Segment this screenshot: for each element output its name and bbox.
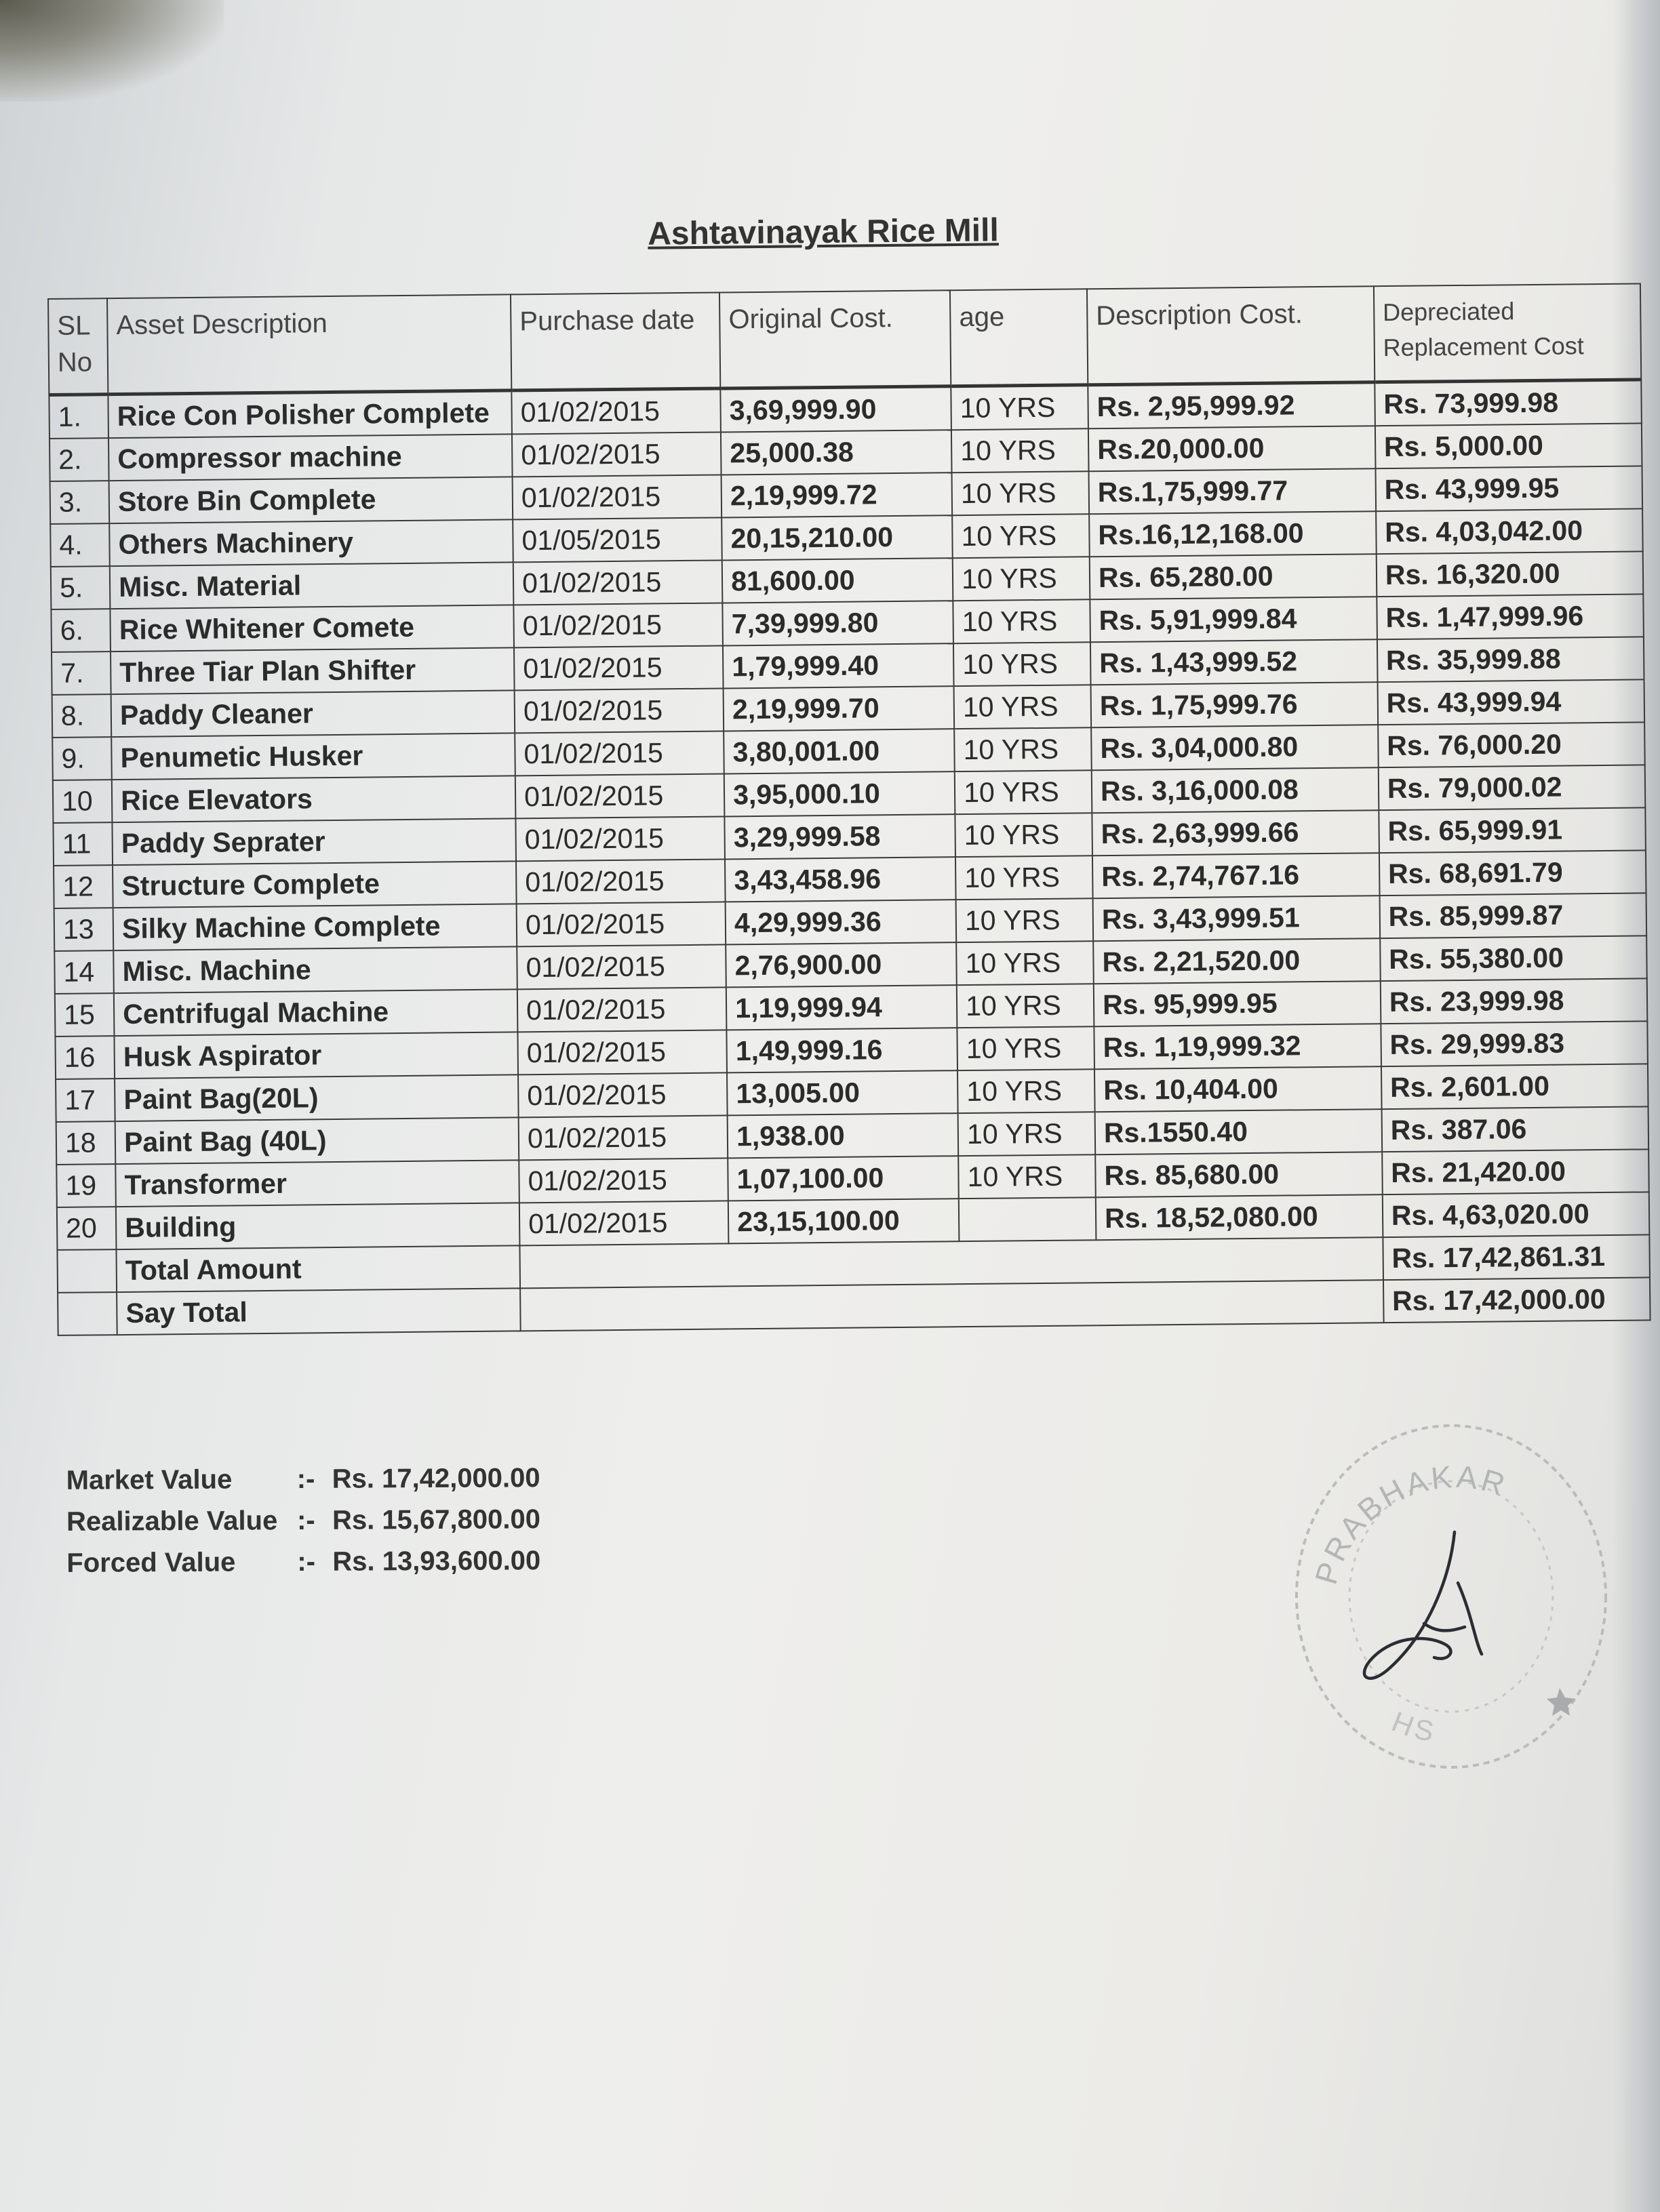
- row-asset-description: Husk Aspirator: [115, 1032, 519, 1079]
- row-age: 10 YRS: [956, 898, 1093, 942]
- row-description-cost: Rs.1,75,999.77: [1089, 468, 1376, 514]
- row-asset-description: Paint Bag (40L): [115, 1117, 519, 1164]
- row-depreciated-cost: Rs. 43,999.95: [1375, 466, 1642, 511]
- row-original-cost: 1,938.00: [728, 1113, 959, 1158]
- row-description-cost: Rs.1550.40: [1095, 1109, 1382, 1154]
- row-age: [959, 1197, 1096, 1241]
- row-description-cost: Rs. 1,19,999.32: [1094, 1024, 1381, 1069]
- row-original-cost: 3,80,001.00: [724, 729, 955, 773]
- header-age: age: [950, 289, 1088, 386]
- row-purchase-date: 01/02/2015: [517, 902, 726, 946]
- say-total-label: Say Total: [117, 1288, 521, 1335]
- header-depreciated-cost: Depreciated Replacement Cost: [1374, 283, 1642, 382]
- row-sl: 1.: [49, 395, 108, 439]
- row-description-cost: Rs. 2,95,999.92: [1088, 382, 1375, 429]
- row-original-cost: 1,49,999.16: [727, 1028, 958, 1072]
- row-age: 10 YRS: [955, 813, 1092, 857]
- row-sl: 18: [56, 1121, 116, 1165]
- row-sl: 9.: [52, 737, 112, 780]
- row-sl: 16: [55, 1036, 115, 1079]
- market-value-row: Market Value :- Rs. 17,42,000.00: [66, 1457, 540, 1502]
- row-asset-description: Rice Whitener Comete: [111, 605, 515, 651]
- row-age: 10 YRS: [953, 642, 1090, 686]
- row-description-cost: Rs. 2,74,767.16: [1092, 853, 1379, 898]
- row-asset-description: Building: [116, 1203, 520, 1249]
- row-description-cost: Rs. 95,999.95: [1094, 981, 1381, 1026]
- row-purchase-date: 01/02/2015: [517, 944, 726, 989]
- total-value: Rs. 17,42,861.31: [1383, 1234, 1650, 1280]
- row-purchase-date: 01/02/2015: [515, 816, 725, 861]
- row-purchase-date: 01/02/2015: [519, 1115, 728, 1160]
- row-description-cost: Rs. 3,43,999.51: [1093, 896, 1380, 941]
- row-purchase-date: 01/02/2015: [515, 688, 724, 733]
- row-depreciated-cost: Rs. 79,000.02: [1379, 765, 1646, 810]
- row-sl: 4.: [50, 523, 110, 567]
- row-age: 10 YRS: [954, 727, 1091, 771]
- row-original-cost: 20,15,210.00: [722, 515, 953, 560]
- row-original-cost: 1,79,999.40: [723, 643, 954, 688]
- row-asset-description: Paddy Cleaner: [111, 690, 515, 737]
- stamp-text-bottom: HS: [1387, 1705, 1440, 1748]
- row-original-cost: 25,000.38: [721, 430, 952, 475]
- row-description-cost: Rs. 10,404.00: [1094, 1066, 1381, 1112]
- row-purchase-date: 01/02/2015: [519, 1158, 728, 1203]
- row-depreciated-cost: Rs. 73,999.98: [1375, 380, 1642, 426]
- row-depreciated-cost: Rs. 21,420.00: [1382, 1149, 1649, 1194]
- row-asset-description: Paddy Seprater: [113, 818, 517, 865]
- row-sl: 12: [54, 865, 113, 908]
- forced-value-label: Forced Value: [66, 1547, 236, 1578]
- total-label: Total Amount: [117, 1245, 521, 1292]
- row-depreciated-cost: Rs. 2,601.00: [1381, 1064, 1648, 1109]
- row-depreciated-cost: Rs. 29,999.83: [1381, 1021, 1648, 1066]
- row-asset-description: Penumetic Husker: [111, 733, 515, 780]
- row-age: 10 YRS: [952, 514, 1089, 558]
- realizable-value: Rs. 15,67,800.00: [332, 1504, 541, 1535]
- row-original-cost: 3,43,458.96: [725, 857, 956, 902]
- row-purchase-date: 01/02/2015: [518, 1072, 728, 1117]
- row-original-cost: 1,07,100.00: [728, 1156, 959, 1201]
- row-age: 10 YRS: [956, 941, 1093, 985]
- row-sl: 15: [55, 993, 115, 1037]
- row-purchase-date: 01/02/2015: [514, 645, 724, 690]
- row-description-cost: Rs. 65,280.00: [1090, 554, 1377, 599]
- row-original-cost: 81,600.00: [722, 558, 953, 603]
- row-sl: 11: [53, 822, 113, 866]
- realizable-value-row: Realizable Value :- Rs. 15,67,800.00: [66, 1499, 540, 1543]
- row-purchase-date: 01/02/2015: [515, 731, 724, 776]
- row-age: 10 YRS: [951, 385, 1088, 430]
- row-description-cost: Rs.20,000.00: [1088, 426, 1375, 471]
- header-purchase-date: Purchase date: [511, 292, 720, 390]
- valuation-summary: [66, 1457, 541, 1584]
- row-original-cost: 4,29,999.36: [726, 900, 957, 944]
- signature-icon: [1364, 1532, 1482, 1678]
- row-original-cost: 2,19,999.70: [724, 686, 955, 731]
- say-total-value: Rs. 17,42,000.00: [1383, 1277, 1651, 1323]
- row-purchase-date: 01/02/2015: [517, 987, 727, 1032]
- market-value: Rs. 17,42,000.00: [332, 1463, 540, 1494]
- row-purchase-date: 01/02/2015: [515, 773, 725, 818]
- row-asset-description: Transformer: [115, 1160, 519, 1207]
- row-sl: 8.: [52, 694, 112, 738]
- row-depreciated-cost: Rs. 23,999.98: [1381, 978, 1648, 1024]
- market-value-label: Market Value: [66, 1464, 233, 1495]
- row-original-cost: 1,19,999.94: [726, 985, 957, 1030]
- row-asset-description: Paint Bag(20L): [115, 1074, 519, 1121]
- row-depreciated-cost: Rs. 4,63,020.00: [1383, 1192, 1650, 1237]
- row-sl: 14: [54, 950, 114, 994]
- row-asset-description: Misc. Material: [110, 562, 514, 609]
- row-age: 10 YRS: [954, 685, 1091, 729]
- row-depreciated-cost: Rs. 5,000.00: [1375, 423, 1642, 468]
- row-asset-description: Centrifugal Machine: [114, 989, 518, 1036]
- row-description-cost: Rs. 5,91,999.84: [1090, 597, 1377, 642]
- row-purchase-date: 01/02/2015: [513, 560, 723, 605]
- row-original-cost: 3,29,999.58: [725, 814, 956, 859]
- row-depreciated-cost: Rs. 68,691.79: [1379, 850, 1646, 896]
- row-purchase-date: 01/05/2015: [513, 517, 722, 562]
- row-sl: 19: [56, 1164, 116, 1207]
- table-header-row: [48, 283, 1641, 395]
- star-icon: [1547, 1688, 1575, 1716]
- row-purchase-date: 01/02/2015: [513, 475, 722, 519]
- row-age: 10 YRS: [957, 984, 1094, 1028]
- row-purchase-date: 01/02/2015: [513, 603, 723, 647]
- row-age: 10 YRS: [958, 1112, 1095, 1156]
- row-original-cost: 23,15,100.00: [728, 1199, 960, 1243]
- row-description-cost: Rs. 1,75,999.76: [1091, 682, 1378, 727]
- row-depreciated-cost: Rs. 85,999.87: [1379, 893, 1646, 938]
- row-age: 10 YRS: [958, 1154, 1095, 1199]
- page-shadow: [0, 0, 224, 102]
- row-description-cost: Rs. 18,52,080.00: [1096, 1194, 1383, 1240]
- row-sl: 20: [57, 1207, 117, 1250]
- header-asset-description: Asset Description: [107, 294, 511, 394]
- row-sl: 2.: [50, 438, 109, 481]
- row-depreciated-cost: Rs. 43,999.94: [1377, 679, 1644, 725]
- row-asset-description: Misc. Machine: [113, 946, 517, 993]
- row-sl: 5.: [51, 566, 111, 609]
- row-description-cost: Rs.16,12,168.00: [1089, 511, 1376, 557]
- row-purchase-date: 01/02/2015: [512, 432, 722, 477]
- row-age: 10 YRS: [955, 770, 1092, 814]
- forced-value: Rs. 13,93,600.00: [332, 1546, 541, 1577]
- row-asset-description: Rice Con Polisher Complete: [108, 390, 512, 438]
- row-asset-description: Structure Complete: [113, 861, 517, 908]
- row-original-cost: 13,005.00: [727, 1070, 958, 1115]
- document-title: Ashtavinayak Rice Mill: [647, 212, 1000, 252]
- realizable-value-label: Realizable Value: [66, 1506, 278, 1537]
- row-purchase-date: 01/02/2015: [511, 388, 721, 434]
- row-depreciated-cost: Rs. 4,03,042.00: [1376, 508, 1643, 554]
- row-original-cost: 2,76,900.00: [726, 942, 957, 987]
- row-sl: 3.: [50, 481, 110, 524]
- row-purchase-date: 01/02/2015: [519, 1201, 729, 1245]
- row-purchase-date: 01/02/2015: [516, 859, 726, 904]
- row-asset-description: Compressor machine: [108, 434, 513, 481]
- row-sl: 13: [54, 908, 114, 951]
- row-age: 10 YRS: [951, 428, 1088, 472]
- row-asset-description: Others Machinery: [109, 519, 513, 566]
- row-asset-description: Three Tiar Plan Shifter: [111, 647, 515, 694]
- row-original-cost: 2,19,999.72: [722, 472, 953, 517]
- seal-stamp: [1288, 1410, 1614, 1790]
- row-depreciated-cost: Rs. 1,47,999.96: [1377, 594, 1644, 639]
- row-original-cost: 3,69,999.90: [720, 386, 951, 433]
- row-depreciated-cost: Rs. 16,320.00: [1377, 551, 1644, 597]
- asset-table: [47, 283, 1651, 1335]
- row-age: 10 YRS: [955, 856, 1092, 900]
- forced-value-row: Forced Value :- Rs. 13,93,600.00: [66, 1540, 540, 1584]
- row-age: 10 YRS: [953, 599, 1090, 643]
- row-original-cost: 7,39,999.80: [723, 601, 954, 645]
- row-sl: 10: [53, 780, 113, 823]
- row-description-cost: Rs. 2,21,520.00: [1093, 938, 1380, 984]
- row-description-cost: Rs. 2,63,999.66: [1092, 810, 1379, 856]
- row-sl: 6.: [51, 609, 111, 652]
- row-description-cost: Rs. 85,680.00: [1095, 1152, 1382, 1197]
- row-description-cost: Rs. 3,04,000.80: [1091, 725, 1378, 770]
- row-depreciated-cost: Rs. 55,380.00: [1380, 936, 1647, 981]
- row-depreciated-cost: Rs. 76,000.20: [1378, 722, 1645, 767]
- row-description-cost: Rs. 3,16,000.08: [1092, 767, 1379, 813]
- row-depreciated-cost: Rs. 387.06: [1381, 1106, 1648, 1152]
- row-asset-description: Store Bin Complete: [109, 477, 513, 523]
- row-purchase-date: 01/02/2015: [517, 1030, 727, 1074]
- row-description-cost: Rs. 1,43,999.52: [1090, 639, 1377, 685]
- row-age: 10 YRS: [952, 471, 1089, 515]
- row-age: 10 YRS: [957, 1069, 1094, 1113]
- row-asset-description: Silky Machine Complete: [113, 904, 517, 950]
- row-depreciated-cost: Rs. 35,999.88: [1377, 637, 1644, 682]
- header-description-cost: Description Cost.: [1087, 286, 1375, 385]
- row-age: 10 YRS: [953, 557, 1090, 601]
- row-age: 10 YRS: [957, 1026, 1094, 1070]
- row-asset-description: Rice Elevators: [112, 776, 516, 822]
- header-original-cost: Original Cost.: [719, 290, 951, 388]
- header-sl: SL No: [48, 298, 108, 395]
- row-depreciated-cost: Rs. 65,999.91: [1379, 807, 1646, 853]
- row-original-cost: 3,95,000.10: [724, 771, 955, 816]
- row-sl: 7.: [52, 651, 111, 695]
- stamp-text-top: PRABHAKAR: [1307, 1458, 1512, 1588]
- row-sl: 17: [56, 1079, 115, 1122]
